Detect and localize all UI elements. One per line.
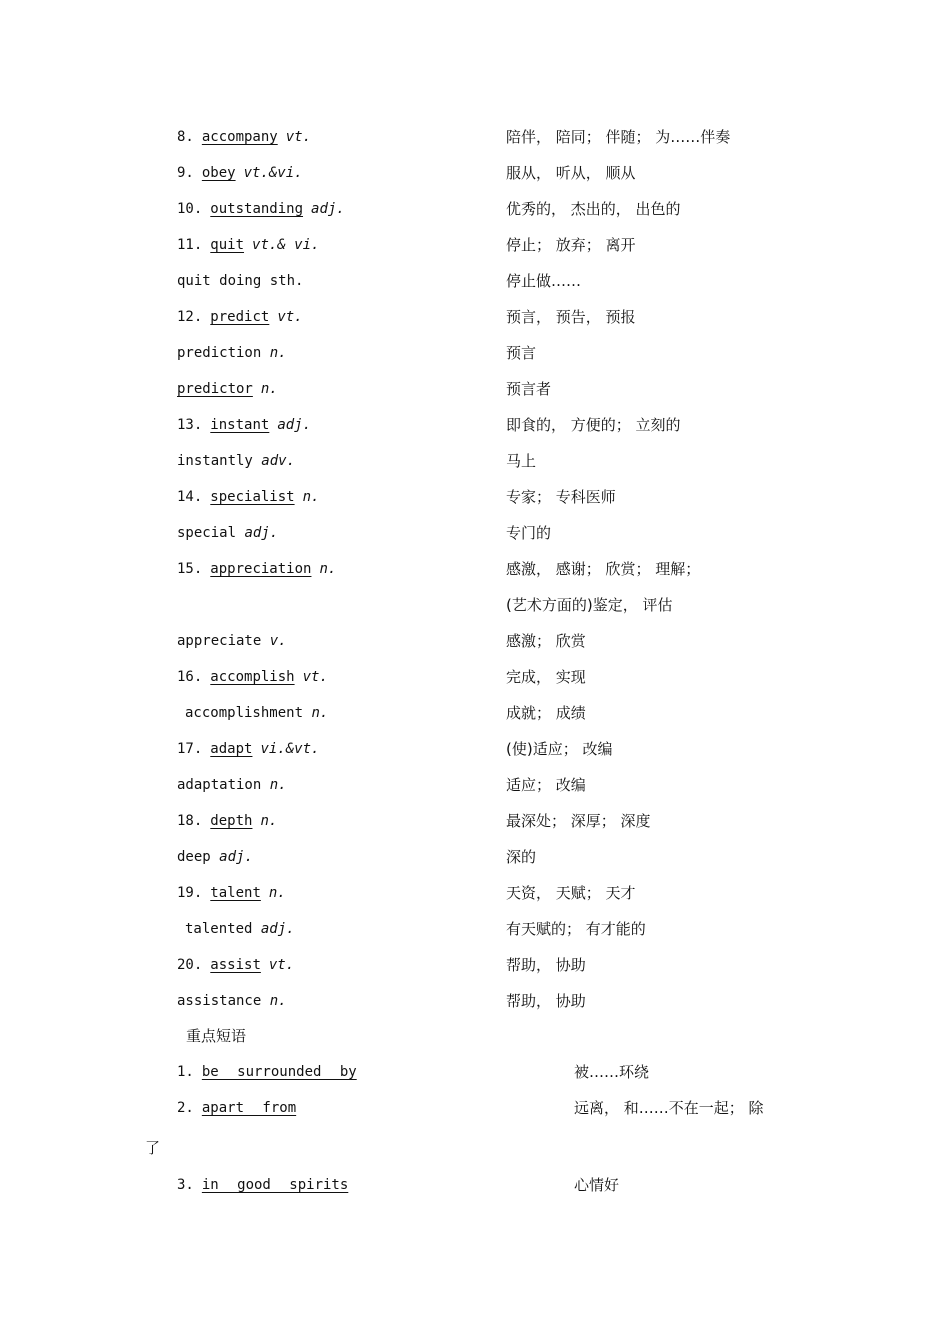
- part-of-speech: n.: [268, 885, 286, 901]
- derivative-word: predictor: [177, 381, 253, 397]
- entry-number: 18.: [177, 813, 203, 829]
- entry-number: 17.: [177, 741, 203, 757]
- part-of-speech: vt.: [285, 129, 312, 145]
- vocab-row: [0, 269, 950, 293]
- vocab-row: [0, 125, 950, 149]
- vocab-row: [0, 161, 950, 185]
- vocab-row: [0, 449, 950, 473]
- entry-number: 9.: [177, 165, 194, 181]
- vocab-derivative: [177, 449, 295, 473]
- part-of-speech: n.: [269, 777, 287, 793]
- vocab-meaning: 帮助， 协助: [506, 992, 586, 1010]
- vocab-row: [0, 377, 950, 401]
- vocab-meaning: 专家； 专科医师: [506, 488, 616, 506]
- phrase-row: [0, 1096, 950, 1120]
- vocab-row: [0, 845, 950, 869]
- part-of-speech: vi.&vt.: [260, 741, 320, 757]
- vocab-meaning: 感激； 欣赏: [506, 632, 586, 650]
- vocab-meaning: 感激， 感谢； 欣赏； 理解；: [506, 560, 701, 578]
- vocab-meaning: 陪伴， 陪同； 伴随； 为……伴奏: [506, 128, 731, 146]
- vocab-entry: [177, 809, 277, 833]
- part-of-speech: adj.: [260, 921, 295, 937]
- phrase-meaning: 远离， 和……不在一起； 除: [574, 1099, 764, 1117]
- part-of-speech: vt.&vi.: [243, 165, 303, 181]
- part-of-speech: n.: [269, 993, 287, 1009]
- vocab-row: [0, 989, 950, 1013]
- vocab-meaning: 适应； 改编: [506, 776, 586, 794]
- vocab-row: [0, 809, 950, 833]
- vocab-word: assist: [210, 957, 261, 973]
- vocab-derivative: [177, 341, 287, 365]
- vocab-word: talent: [210, 885, 261, 901]
- vocab-row: [0, 665, 950, 689]
- entry-number: 13.: [177, 417, 203, 433]
- part-of-speech: n.: [269, 345, 287, 361]
- vocab-derivative: [177, 521, 278, 545]
- vocab-row: [0, 485, 950, 509]
- entry-number: 11.: [177, 237, 203, 253]
- derivative-word: deep: [177, 849, 211, 865]
- vocab-derivative: [177, 629, 287, 653]
- derivative-word: talented: [185, 921, 253, 937]
- vocab-meaning: 帮助， 协助: [506, 956, 586, 974]
- vocab-meaning: 预言者: [506, 380, 552, 398]
- phrase-text: be surrounded by: [201, 1064, 357, 1080]
- phrase-row: [0, 1060, 950, 1084]
- derivative-word: assistance: [177, 993, 262, 1009]
- vocab-row: [0, 197, 950, 221]
- vocab-meaning: 完成， 实现: [506, 668, 586, 686]
- vocab-word: accomplish: [210, 669, 295, 685]
- section-title: 重点短语: [186, 1027, 247, 1045]
- part-of-speech: adj.: [219, 849, 253, 865]
- vocab-row: [0, 593, 950, 617]
- part-of-speech: n.: [302, 489, 320, 505]
- part-of-speech: n.: [260, 813, 278, 829]
- phrase-meaning-wrap: 了: [145, 1139, 161, 1157]
- part-of-speech: adj.: [277, 417, 312, 433]
- vocab-meaning: 即食的， 方便的； 立刻的: [506, 416, 681, 434]
- derivative-word: special: [177, 525, 237, 541]
- vocab-derivative: [177, 989, 287, 1013]
- vocab-entry: [177, 737, 319, 761]
- entry-number: 19.: [177, 885, 203, 901]
- vocab-meaning: 最深处； 深厚； 深度: [506, 812, 651, 830]
- phrase-row: [0, 1173, 950, 1197]
- vocab-entry: [177, 305, 303, 329]
- phrase-entry: [177, 1173, 348, 1197]
- vocab-row: [0, 917, 950, 941]
- vocab-meaning: 预言， 预告， 预报: [506, 308, 636, 326]
- vocab-meaning: 预言: [506, 344, 537, 362]
- vocab-row: [0, 773, 950, 797]
- vocab-derivative: quit doing sth.: [177, 273, 304, 289]
- vocab-row: [0, 557, 950, 581]
- entry-number: 10.: [177, 201, 203, 217]
- vocab-word: specialist: [210, 489, 295, 505]
- vocab-word: depth: [210, 813, 253, 829]
- vocab-meaning: 专门的: [506, 524, 552, 542]
- vocab-meaning: 停止做……: [506, 272, 582, 290]
- vocab-row: [0, 233, 950, 257]
- vocab-row: [0, 701, 950, 725]
- part-of-speech: n.: [319, 561, 337, 577]
- vocab-meaning: 优秀的， 杰出的， 出色的: [506, 200, 681, 218]
- derivative-word: prediction: [177, 345, 262, 361]
- vocab-row: [0, 305, 950, 329]
- vocab-entry: [177, 665, 328, 689]
- phrase-wrap-row: [0, 1136, 950, 1160]
- phrase-text: apart from: [201, 1100, 297, 1116]
- vocab-word: quit: [210, 237, 245, 253]
- entry-number: 8.: [177, 129, 194, 145]
- vocab-meaning-continued: (艺术方面的)鉴定， 评估: [506, 596, 673, 614]
- vocab-meaning: (使)适应； 改编: [506, 740, 613, 758]
- entry-number: 20.: [177, 957, 203, 973]
- entry-number: 15.: [177, 561, 203, 577]
- vocab-meaning: 有天赋的； 有才能的: [506, 920, 646, 938]
- vocab-derivative: [177, 845, 253, 869]
- vocab-meaning: 停止； 放弃； 离开: [506, 236, 636, 254]
- vocab-meaning: 天资， 天赋； 天才: [506, 884, 636, 902]
- vocab-row: [0, 737, 950, 761]
- vocab-entry: [177, 197, 345, 221]
- section-heading-row: [0, 1024, 950, 1048]
- derivative-word: appreciate: [177, 633, 262, 649]
- phrase-entry: [177, 1096, 296, 1120]
- vocab-word: adapt: [210, 741, 253, 757]
- vocab-word: appreciation: [210, 561, 312, 577]
- vocab-row: [0, 521, 950, 545]
- part-of-speech: adj.: [311, 201, 345, 217]
- vocab-entry: [177, 881, 286, 905]
- vocab-entry: [177, 413, 311, 437]
- vocab-meaning: 成就； 成绩: [506, 704, 586, 722]
- entry-number: 16.: [177, 669, 203, 685]
- vocab-row: [0, 629, 950, 653]
- vocab-entry: [177, 557, 336, 581]
- entry-number: 1.: [177, 1064, 194, 1080]
- vocab-word: predict: [210, 309, 270, 325]
- phrase-text: in good spirits: [201, 1177, 349, 1193]
- vocab-row: [0, 341, 950, 365]
- entry-number: 14.: [177, 489, 203, 505]
- vocab-derivative: [177, 773, 287, 797]
- vocab-entry: [177, 125, 311, 149]
- vocab-word: instant: [210, 417, 270, 433]
- part-of-speech: n.: [260, 381, 278, 397]
- vocab-meaning: 马上: [506, 452, 537, 470]
- vocab-derivative: [177, 377, 278, 401]
- derivative-word: accomplishment: [185, 705, 304, 721]
- vocab-word: accompany: [201, 129, 278, 145]
- vocab-meaning: 深的: [506, 848, 537, 866]
- part-of-speech: vt.& vi.: [252, 237, 320, 253]
- vocab-entry: [177, 485, 319, 509]
- entry-number: 2.: [177, 1100, 194, 1116]
- part-of-speech: vt.: [268, 957, 295, 973]
- vocab-derivative: [185, 917, 295, 941]
- part-of-speech: n.: [311, 705, 329, 721]
- vocab-meaning: 服从， 听从， 顺从: [506, 164, 636, 182]
- vocab-derivative: [185, 701, 328, 725]
- derivative-word: instantly: [177, 453, 253, 469]
- vocab-word: obey: [201, 165, 236, 181]
- part-of-speech: v.: [269, 633, 287, 649]
- phrase-entry: [177, 1060, 357, 1084]
- vocab-entry: [177, 953, 294, 977]
- part-of-speech: adv.: [261, 453, 296, 469]
- entry-number: 12.: [177, 309, 203, 325]
- vocab-entry: [177, 233, 319, 257]
- derivative-word: adaptation: [177, 777, 262, 793]
- vocab-row: [0, 413, 950, 437]
- vocab-row: [0, 953, 950, 977]
- part-of-speech: adj.: [244, 525, 279, 541]
- part-of-speech: vt.: [277, 309, 303, 325]
- phrase-meaning: 心情好: [574, 1176, 620, 1194]
- part-of-speech: vt.: [302, 669, 328, 685]
- entry-number: 3.: [177, 1177, 194, 1193]
- vocab-word: outstanding: [210, 201, 304, 217]
- phrase-meaning: 被……环绕: [574, 1063, 650, 1081]
- vocab-row: [0, 881, 950, 905]
- vocab-entry: [177, 161, 303, 185]
